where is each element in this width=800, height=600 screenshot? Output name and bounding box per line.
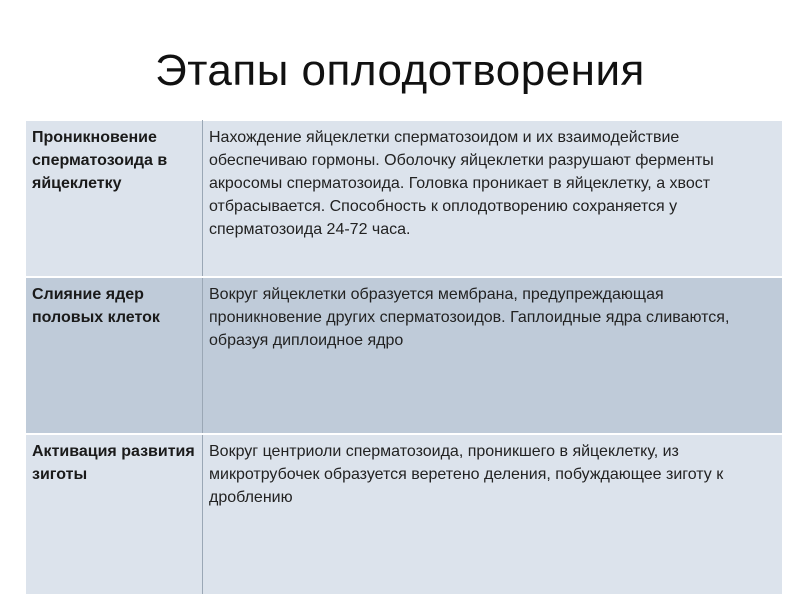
stage-description-cell: Нахождение яйцеклетки сперматозоидом и их взаимодействие обеспечиваю гормоны. Оболочку яйцеклетки разрушают ферменты акросомы сперматозоида. Головка проникает в яйцеклетку, а хвост отбрасывается. Способность к оплодотворению сохраняется у сперматозоида 24-72 часа. [203,121,783,278]
page-title: Этапы оплодотворения [155,46,645,95]
table-row [26,121,783,278]
stage-description-cell: Вокруг центриоли сперматозоида, проникшего в яйцеклетку, из микротрубочек образуется веретено деления, побуждающее зиготу к дроблению [203,434,783,595]
stage-description-cell: Вокруг яйцеклетки образуется мембрана, предупреждающая проникновение других сперматозоидов. Гаплоидные ядра сливаются, образуя диплоидное ядро [203,277,783,434]
table-row [26,277,783,434]
stage-name-cell: Проникновение сперматозоида в яйцеклетку [26,121,203,278]
table-row [26,434,783,595]
stage-name-cell: Слияние ядер половых клеток [26,277,203,434]
stage-name-cell: Активация развития зиготы [26,434,203,595]
stages-table [25,120,783,595]
